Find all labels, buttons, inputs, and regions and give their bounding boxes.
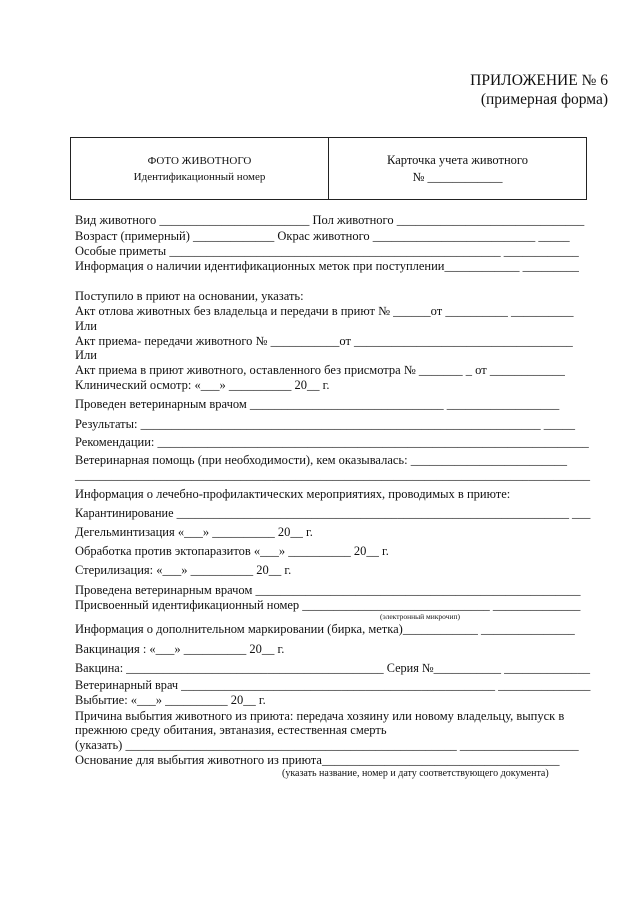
features-field[interactable]: Особые приметы _____________________________________________________ ____________ xyxy=(75,244,579,258)
departure-reason-text: Причина выбытия животного из приюта: передача хозяину или новому владельцу, выпуск в xyxy=(75,709,565,723)
departure-date-field[interactable]: Выбытие: «___» __________ 20__ г. xyxy=(75,693,266,707)
recommendations-field[interactable]: Рекомендации: _____________________________________________________________________ xyxy=(75,435,589,449)
intake-basis-heading: Поступило в приют на основании, указать: xyxy=(75,289,304,303)
card-title: Карточка учета животного xyxy=(387,152,528,167)
id-label: Идентификационный номер xyxy=(133,170,266,183)
unattended-act-field[interactable]: Акт приема в приют животного, оставленного без присмотра № _______ _ от ____________ xyxy=(75,363,565,377)
species-field[interactable]: Вид животного ________________________ Пол животного ______________________________ xyxy=(75,213,585,227)
capture-act-field[interactable]: Акт отлова животных без владельца и передачи в приют № ______от __________ __________ xyxy=(75,304,574,318)
results-field[interactable]: Результаты: ________________________________________________________________ _____ xyxy=(75,417,575,431)
ectoparasite-field[interactable]: Обработка против эктопаразитов «___» __________ 20__ г. xyxy=(75,544,389,558)
vaccine-field[interactable]: Вакцина: __________________________________________ Серия №___________ ______________ xyxy=(75,661,590,675)
form-note: (примерная форма) xyxy=(480,91,608,108)
departure-reason-text-2: прежнюю среду обитания, эвтаназия, естественная смерть xyxy=(75,723,387,737)
assigned-id-field[interactable]: Присвоенный идентификационный номер ______________________________ ______________ xyxy=(75,598,581,612)
or-label-2: Или xyxy=(75,348,97,362)
photo-label: ФОТО ЖИВОТНОГО xyxy=(147,154,252,167)
photo-cell xyxy=(71,138,329,199)
transfer-act-field[interactable]: Акт приема- передачи животного № ___________от ___________________________________ xyxy=(75,334,573,348)
id-marks-field[interactable]: Информация о наличии идентификационных меток при поступлении____________ _________ xyxy=(75,259,579,273)
card-title-cell xyxy=(329,138,586,199)
vaccination-field[interactable]: Вакцинация : «___» __________ 20__ г. xyxy=(75,642,285,656)
vet-help-field[interactable]: Ветеринарная помощь (при необходимости), кем оказывалась: _________________________ xyxy=(75,453,567,467)
or-label-1: Или xyxy=(75,319,97,333)
exam-vet-field[interactable]: Проведен ветеринарным врачом _______________________________ __________________ xyxy=(75,397,560,411)
card-number: № ____________ xyxy=(412,169,503,184)
microchip-note: (электронный микрочип) xyxy=(380,612,461,621)
departure-specify-field[interactable]: (указать) _____________________________________________________ ___________________ xyxy=(75,738,579,752)
clinical-exam-field[interactable]: Клинический осмотр: «___» __________ 20__ г. xyxy=(75,378,330,392)
procedure-vet-field[interactable]: Проведена ветеринарным врачом ____________________________________________________ xyxy=(75,583,581,597)
appendix-title: ПРИЛОЖЕНИЕ № 6 xyxy=(470,72,608,89)
document-note: (указать название, номер и дату соответствующего документа) xyxy=(282,768,549,779)
card-header-box xyxy=(70,137,587,200)
departure-basis-field[interactable]: Основание для выбытия животного из приюта______________________________________ xyxy=(75,753,560,767)
deworming-field[interactable]: Дегельминтизация «___» __________ 20__ г. xyxy=(75,525,313,539)
vet-help-continuation[interactable]: ____________________________________________________________________________________ xyxy=(75,468,590,482)
extra-marking-field[interactable]: Информация о дополнительном маркировании (бирка, метка)____________ _______________ xyxy=(75,622,575,636)
quarantine-field[interactable]: Карантинирование ________________________________________________________________ ___ xyxy=(75,506,591,520)
vaccine-vet-field[interactable]: Ветеринарный врач ___________________________________________________ _______________ xyxy=(75,678,591,692)
sterilization-field[interactable]: Стерилизация: «___» __________ 20__ г. xyxy=(75,563,292,577)
treatment-heading: Информация о лечебно-профилактических мероприятиях, проводимых в приюте: xyxy=(75,487,511,501)
age-field[interactable]: Возраст (примерный) _____________ Окрас животного __________________________ _____ xyxy=(75,229,570,243)
